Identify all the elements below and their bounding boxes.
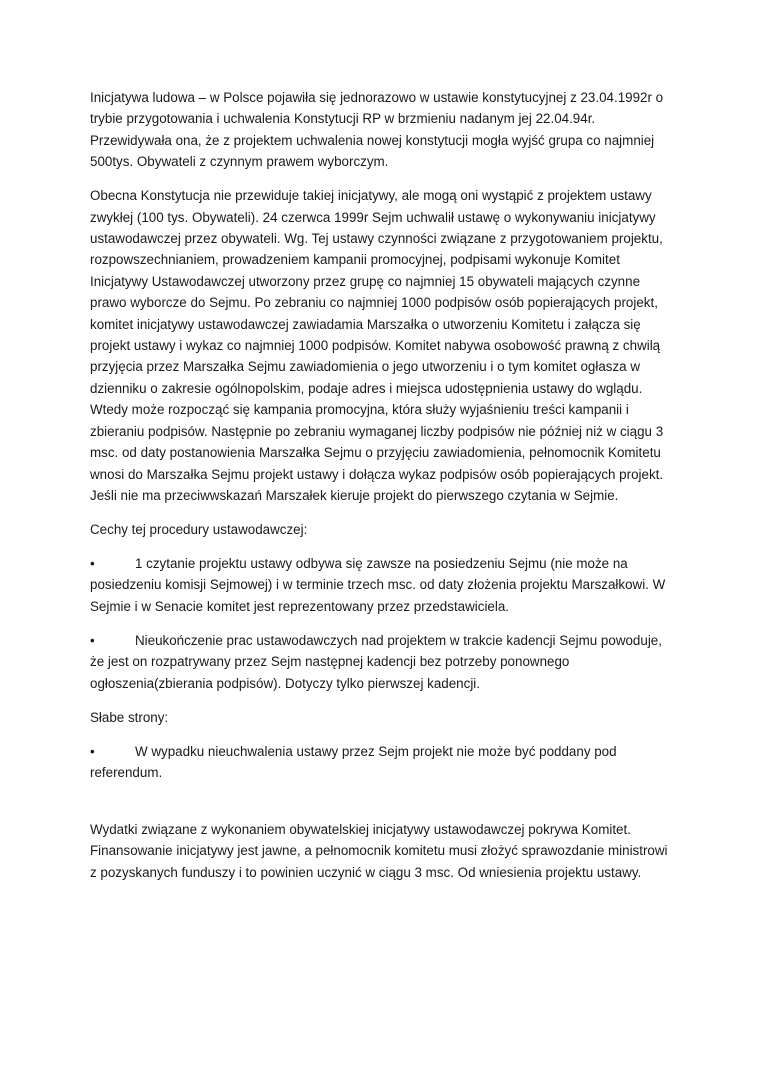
list-item [90,741,675,784]
bullet-icon: • [90,632,95,648]
bullet-icon: • [90,743,95,759]
paragraph-intro: Inicjatywa ludowa – w Polsce pojawiła się jednorazowo w ustawie konstytucyjnej z 23.04.1992r o trybie przygotowania i uchwalenia Konstytucji RP w brzmieniu nadanym jej 22.04.94r. Przewidywała ona, że z projektem uchwalenia nowej konstytucji mogła wyjść grupa co najmniej 500tys. Obywateli z czynnym prawem wyborczym. [90,90,664,170]
list-item-text: Nieukończenie prac ustawodawczych nad projektem w trakcie kadencji Sejmu powoduje, że jest on rozpatrywany przez Sejm następnej kadencji bez potrzeby ponownego ogłoszenia(zbierania podpisów). Dotyczy tylko pierwszej kadencji. [90,632,662,691]
heading-weaknesses: Słabe strony: [90,709,169,725]
heading-features: Cechy tej procedury ustawodawczej: [90,521,308,537]
bullet-icon: • [90,555,95,571]
spacer [90,796,675,819]
document-page [90,87,675,896]
paragraph-expenses: Wydatki związane z wykonaniem obywatelskiej inicjatywy ustawodawczej pokrywa Komitet. Finansowanie inicjatywy jest jawne, a pełnomocnik komitetu musi złożyć sprawozdanie ministrowi z pozyskanych funduszy i to powinien uczynić w ciągu 3 msc. Od wniesienia projektu ustawy. [90,821,668,880]
paragraph-current-constitution: Obecna Konstytucja nie przewiduje takiej inicjatywy, ale mogą oni wystąpić z projektem ustawy zwykłej (100 tys. Obywateli). 24 czerwca 1999r Sejm uchwalił ustawę o wykonywaniu inicjatywy ustawodawczej przez obywateli. Wg. Tej ustawy czynności związane z przygotowaniem projektu, rozpowszechnianiem, prowadzeniem kampanii promocyjnej, podpisami wykonuje Komitet Inicjatywy Ustawodawczej utworzony przez grupę co najmniej 15 obywateli mających czynne prawo wyborcze do Sejmu. Po zebraniu co najmniej 1000 podpisów osób popierających projekt, komitet inicjatywy ustawodawczej zawiadamia Marszałka o utworzeniu Komitetu i załącza się projekt ustawy i wykaz co najmniej 1000 podpisów. Komitet nabywa osobowość prawną z chwilą przyjęcia przez Marszałka Sejmu zawiadomienia o jego utworzeniu i o tym komitet ogłasza w dzienniku o zakresie ogólnopolskim, podaje adres i miejsca udostępnienia ustawy do wglądu. Wtedy może rozpocząć się kampania promocyjna, która służy wyjaśnieniu treści kampanii i zbieraniu podpisów. Następnie po zebraniu wymaganej liczby podpisów nie później niż w ciągu 3 msc. od daty postanowienia Marszałka Sejmu o przyjęciu zawiadomienia, pełnomocnik Komitetu wnosi do Marszałka Sejmu projekt ustawy i dołącza wykaz podpisów osób popierających projekt. Jeśli nie ma przeciwwskazań Marszałek kieruje projekt do pierwszego czytania w Sejmie. [90,188,664,503]
list-item-text: W wypadku nieuchwalenia ustawy przez Sejm projekt nie może być poddany pod referendum. [90,743,617,780]
list-item [90,553,675,617]
list-item-text: 1 czytanie projektu ustawy odbywa się zawsze na posiedzeniu Sejmu (nie może na posiedzeniu komisji Sejmowej) i w terminie trzech msc. od daty złożenia projektu Marszałkowi. W Sejmie i w Senacie komitet jest reprezentowany przez przedstawiciela. [90,555,666,614]
list-item [90,630,675,694]
